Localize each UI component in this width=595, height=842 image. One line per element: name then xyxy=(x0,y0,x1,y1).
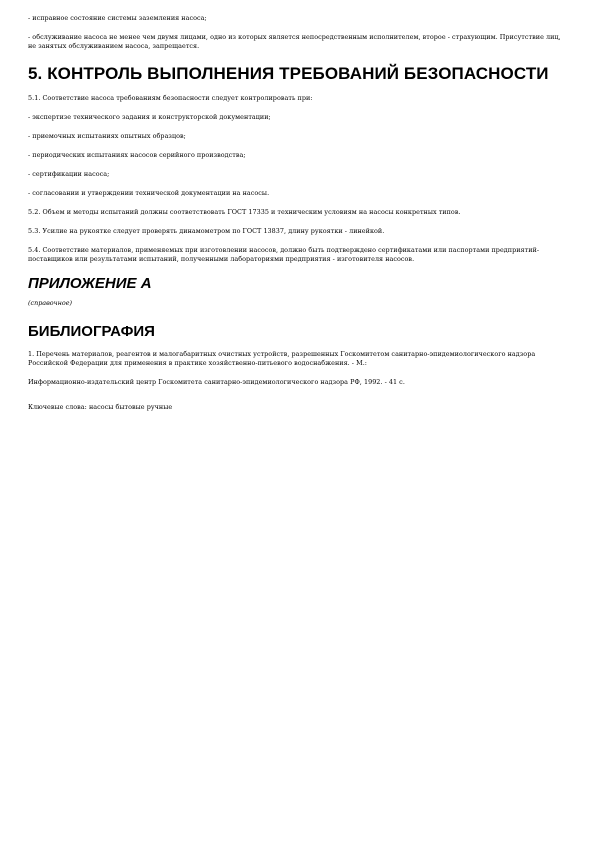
safety-item-grounding: - исправное состояние системы заземления насоса; xyxy=(28,14,207,22)
document-page xyxy=(28,14,568,422)
appendix-a-heading: ПРИЛОЖЕНИЕ А xyxy=(28,275,152,292)
bibliography-entry-2: Информационно-издательский центр Госкомитета санитарно-эпидемиологического надзора РФ, 1992. - 41 с. xyxy=(28,378,405,386)
safety-item-two-persons: - обслуживание насоса не менее чем двумя лицами, одно из которых является непосредственным исполнителем, второе - страхующим. Присутствие лиц, не занятых обслуживанием насоса, запрещается. xyxy=(28,33,561,50)
list-item: - экспертизе технического задания и конструкторской документации; xyxy=(28,113,271,121)
list-item: - согласовании и утверждении технической документации на насосы. xyxy=(28,189,270,197)
list-item: - приемочных испытаниях опытных образцов; xyxy=(28,132,186,140)
bibliography-heading: БИБЛИОГРАФИЯ xyxy=(28,323,155,340)
clause-5-2: 5.2. Объем и методы испытаний должны соответствовать ГОСТ 17335 и техническим условиям на насосы конкретных типов. xyxy=(28,208,461,216)
clause-5-3: 5.3. Усилие на рукоятке следует проверять динамометром по ГОСТ 13837, длину рукоятки - линейкой. xyxy=(28,227,385,235)
section-5-heading: 5. КОНТРОЛЬ ВЫПОЛНЕНИЯ ТРЕБОВАНИЙ БЕЗОПАСНОСТИ xyxy=(28,64,549,83)
bibliography-entry-1: 1. Перечень материалов, реагентов и малогабаритных очистных устройств, разрешенных Госкомитетом санитарно-эпидемиологического надзора Российской Федерации для применения в практике хозяйственно-питьевого водоснабжения. - М.: xyxy=(28,350,536,367)
list-item: - сертификации насоса; xyxy=(28,170,110,178)
clause-5-1: 5.1. Соответствие насоса требованиям безопасности следует контролировать при: xyxy=(28,94,313,102)
list-item: - периодических испытаниях насосов серийного производства; xyxy=(28,151,246,159)
appendix-a-note: (справочное) xyxy=(28,299,72,307)
clause-5-4: 5.4. Соответствие материалов, применяемых при изготовлении насосов, должно быть подтверждено сертификатами или паспортами предприятий-поставщиков или результатами испытаний, полученными лабораториями предприятия - изготовителя насосов. xyxy=(28,246,540,263)
keywords-line: Ключевые слова: насосы бытовые ручные xyxy=(28,403,173,411)
